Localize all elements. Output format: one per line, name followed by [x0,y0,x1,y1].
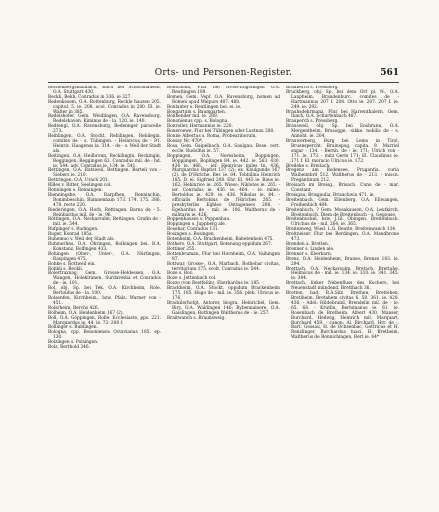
register-entry: Rechenbergsmanbach, Bach bei Schornhausen, O.A. Stuttgart 430. [48,86,161,95]
register-entry: Brauhsdehrmanz, Flur bei Harrenthalern, Gem. Ibach, O.A. Schurfenbach 487. [286,109,399,120]
register-entry: Brausweil, obj. Sp. bei Enshrunn, O.A. Mergentheim, Brusogge, -sikke. nobilis de - s. Annoht. ie. 204. [286,124,399,140]
register-entry: Bomen, Gem. Vepf. O.A. Ravensburg, bomen ad Bomen apud Walpurs 487. 488. [167,94,280,105]
register-entry: Breitneiser, Flur bei Berdingen, O.A. Mandbrone 473. [286,232,399,243]
register-entry: Bothers, O.A. Stuttgart, Botenang eppidum 267. [167,242,273,247]
register-entry: Bolzingen s. Polsingen. [48,340,99,346]
register-entry: Brenden a. Brotten. [286,242,330,247]
register-entry: Bosehar, Conradus 131. [167,227,220,233]
register-entry: Botenheim, O.A. Brackenheim, Bahetenhein 475. [167,237,274,243]
register-entry: Bononienus cpp. s. Bologna. [167,119,229,125]
register-entry: Reitingen, O.A. Heilbronn, Reckilingin, Reckingin, Reggingen, Reggingen 62. Conradus mil. de - bd. ie. 544. adv. Conradus ie. 134. ie. 541. [48,153,161,169]
register-entry: Breitenbach, Gem. Ellenberg, O.A. Ellwangen, Freihenbich 484. [286,197,399,208]
register-entry: Rohingen (Ober-, Unter-, O.A. Nürtingen, Raspingen 475. [48,251,161,262]
register-entry: Redelshofer, Gem. Weidlingen, O.A. Ravensburg. Redelshaven. Kiminus de - la. 120. ie. 140. [48,114,161,125]
register-entry: Boze s. Jettenbach col. [167,276,217,282]
register-entry: Bologna, cpp. Bononiensis Octavianus 185. ep. 130. [48,330,161,341]
page-number: 561 [380,68,399,78]
register-entry: Bredeke s. Breitach. [286,163,331,169]
register-entry: Ruhemuo v. Weil der Stadt als. [48,237,115,243]
register-entry: Redenkosem, O.A. Rottenburg, Reckle hauzen 205. capitul. 5. ie. 208. acol. Conradus in 280. El. ie. Walter in 385. [48,99,161,115]
register-entry: Rienningshe, O.A. Rarpfhen, Renninchin, Bonimbeschin, Rumnenhain 173. 174. 175. 386. 478. recte 220. [48,192,161,208]
register-entry: Riederingen, O.A. Horb, Rettingen. Barno de - 5. Reinhardus mil. de - ie. 96. [48,207,161,218]
page-title: Orts- und Personen-Register. [154,68,293,78]
register-entry: Bonne Albertus s. Roma, Probearinorum. [167,134,257,140]
register-entry: Boppingen, O.A. Neresheim, Boppingen, Boppiingen, Boplingen 84. ie. 442. ie. 563. 430. 436 ie. 466. - ier. Heinricus miles tn. 436. Marquardus Baptist 137 (2); ex. Knulgunde 167 (2). de D'Hirlche. Ber. ie. 84. Tobbilina Heinrich 185; D. ei. Sigfried 208. Ehr. El. 445 ie. Baus ie. 162; Hebinrice ie. 265. Wieso; Niklotes ie. 265. - ier. Conradus ie. 436. ie. 464. - ie. miles: Bertoldus ie. 429. ie. 436. Nikolas ie. 84. - officialis Bertoldus de l'Hiriches 265. - presbyteribs Egbleo Ostingenses 208. - Egehardus de - mil. ie. 106. Waltherus de - militaris ie. 426. [167,153,280,218]
register-entry: Bolz, Berthold 346. [48,345,91,351]
register-entry: Bregenz am Bodensee, Prugantia. curia Waiheimbrd 512. Waltherus de - 213. - miscn. Pregantinum 212. [286,168,399,184]
register-entry: Bretten, bad. B.A.Sitz. Brethen, Brettehen, Bretiheim, Bretahem civitas 6. 58. 361. ie. 428. 436. - Adel: Hildebrand, Brendelin mil. de - ie. 65. 68. - Krutlin, Bertsmanus ie. 61. ie. Rosenbach de Bretheim. Albert 430. Manser, Burchard, Hedwig, Heinrich mil. Marquart, Burchard 459. - canon: Al. Birchard, Hrr. de -, Bart. Gossau, H. de Ochsenbac, Gottricus et H. Renzlinger, Burchardus tuaci. H. Bretbeim, Waltherus de Ronnichingen, Bert ie. 64* [286,291,399,341]
register-entry: Bozzo (von Bestfeilin), Eberhardus ie. 185. [167,281,261,287]
register-entry: Reckli, Bekli, Conradus in 336. ie 327. [48,94,132,100]
register-entry: Bonlanter s. Reutlingen hei. ei. ie. [167,104,242,110]
register-entry: Rettringen, O.A. Urach 201. [48,178,110,184]
register-entry: Rettingen, O.A. Ratsweil, Bettingen. Barteli von - Siebers ie. 210. [48,168,161,179]
register-entry: Rohkli s. Beckli. [48,266,84,272]
register-entry: Rolsrheim, Berchs 426. [48,305,100,311]
register-entry: Ruhmerlins, O.A. Öhringen, Rolbingen bei. B.A. Konstanz, Bolfingen 433. [48,242,161,252]
register-entry: Bottenbruman, Flur bei Hornheim, O.A. Vaihingen 87. [167,251,280,262]
register-entry: Breitenbuch, ? Gem. Mosakausen, O.A. Leutkirch, Breitenbuch. Diem de Breitenbuch - s. Gegouse. [286,207,399,218]
register-entry: Röttingen, O.A. Neckarsulm, Bettingen. Grafin de - mil. ie. 544. [48,217,161,228]
register-entry: Bongartum s. Baumgarten. [167,109,227,115]
register-entry: Brettach, linker Nebenfluss des Kochers, bei Neuenstadt mündend, Bretthach 36. [286,281,399,292]
register-entry: Bossay Nr. 470*. [167,138,204,144]
register-column-left [48,86,161,484]
register-entry: Bollinger s. Bublingen. [48,325,98,331]
register-entry: Boss, Gem. Gaipelbach, O.A. Saulgau, Bose. cert. eccle. Rudolfus ie. 57. [167,143,280,154]
register-entry: Rolsenfen, Kirchheim., bzw. Pfalz. Warner von - 451. [48,295,161,306]
register-entry: Brettach, O.A. Neckarsulm, Bretach, Brettahe. Heilmicus de - mil. ie. 134. ie. 310. ie. 341. 345. ie. 344. [286,266,399,282]
register-entry: Rolertraxnag, Gem. Grosse-Heldessen, O.A. Wangen, Holekiranen. Surdaresba et Conradus de - ie. 101. [48,271,161,287]
register-entry: Rol, obj. Sp. bei Tek, O.A. Kirchheim, Role. Bertoldus de - la. 100. [48,286,161,297]
register-entry: Brauberch s. Pressberg. [286,86,339,90]
register-entry: Rohke s. Rottweil ein. [48,261,96,267]
register-entry: Ruger, Konrad 185a. [48,232,93,238]
register-entry: Bruckberg, obj. Sp. bei dem Ort pl. N., O.A. Laupheim, Brandenhurc. comites de - Hartmannus 207 f. 208. Otto ie. 207. 207 f. ie. 249. ie. 292. [286,89,399,110]
header-rule [48,82,399,83]
page-header [48,68,399,80]
register-entry: Brackheim, O.A. Stockt, oppidum Brackenheim 175. 185. Hugo de - mil. ie. 356. pleb. Ulricus ie. 176. [167,286,280,301]
register-entry: Brauperch s. Pressberg. [286,119,339,125]
register-entry: Breisgau, Brisgaulia, Brisachwia 471. ie. [286,192,375,198]
register-entry: Boll, O.A. Göppingen, Rolle. Ecclesiaste, pps. 221. Marquardus ie. 44. ie. 73. 208 f. [48,315,161,326]
register-entry: Brauwerberg, Burg bei Lemo in Tirol, Bruenspercht. Bruinspog, capita. 9. Marriel sngar - 134. - Bernh. de - ie. 171; Ulrich von - 171. ie. 173. - mitz Germ 171; El. Claudinus ie. 171 f. El. moracio Ulricus ie. 172. [286,138,399,164]
register-entry: Bolheim, O.A. Heidenheim 167 (2). [48,310,124,316]
register-entry: Braitwanch s. Braunsweig. [167,315,226,321]
register-entry: Bottwar, Grosse-, O.A. Marbach, Bothebar civitas, territorium 175. scolt. Conradus ie. 544. [167,261,280,272]
register-entry: Bonroller, Hermannus ie. 220. [167,124,233,130]
register-entry: Bomcholm, Flur bei Gross-Engstingen O.A. Reutlingen 189. [167,86,280,95]
register-column-right [286,86,399,484]
register-entry: Breitenweg, Wied. L.G. Reutte, Breitenwanch 134. [286,227,397,233]
register-entry: Boneroewe, Flur bei Tübingen oder Lustnau 280. [167,129,275,135]
register-columns [48,86,399,484]
register-entry: Bonhender mil. ie. 289. [167,114,219,120]
register-entry: Breisach im Breisg., Brisach. Cuno de - mar. Constant. [286,183,399,194]
register-entry: Brenner s. Eberbarn. [286,251,333,257]
register-entry: Redtengi, O.A. Ravensburg, Redennger paracelle 273. [48,124,161,135]
register-entry: Brenz, O.A. Heidenheim, Branse, Brenze 183. ie. 294. [286,256,399,267]
register-entry: Bottiner 255. [167,246,196,252]
register-entry: Rufpinger s. Rudingen. [48,227,99,233]
register-entry: Bosingen s. Bosingen. [167,232,215,238]
register-entry: Boppenhauses s. Poppenhau. [167,217,231,223]
register-entry: Brackilerhofgt, Antorer, biogra. Heinrichel, Gem. Biry, O.A. Waldingen 146; Bybennaloere, O.A. Gaislingen, Bottingen Waltherus de - ie. 257. [167,300,280,316]
register-entry: Boppingen s. Juppberg ale. [167,222,227,228]
register-entry: Boze s. Boz. [167,271,194,277]
register-column-middle [167,86,280,484]
register-entry: Ronningen s. Renningen. [48,188,103,194]
register-entry: Brenner s. Linden ale. [286,246,335,252]
register-entry: Rilles v. Ritter, Seelingen col. [48,183,112,189]
register-entry: Breitenbuckel, bzw. J.Gl. Obingen, Breitenbuck. Ulrichus de - mil. 264. ie. 365. [286,217,399,228]
register-entry: Reihlingen, O.A. Stockt, Rebilingen, Rebilegin. comites de - s. Tübingen. - Heinricus de - 91. Heinric. Haagenss la. 314. - de - s. Weil der Stadt als. [48,134,161,154]
